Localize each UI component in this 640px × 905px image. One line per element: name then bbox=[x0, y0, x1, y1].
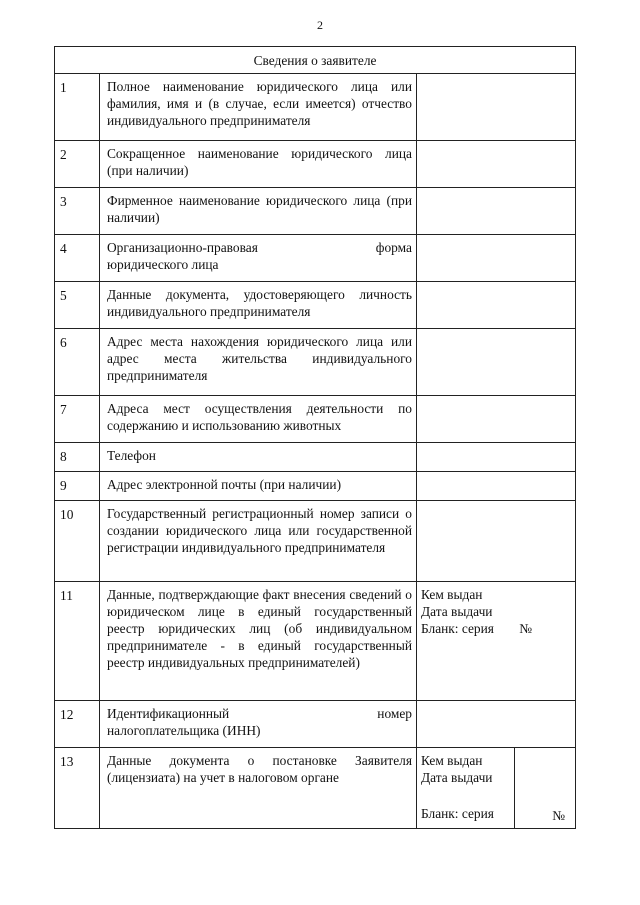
table-row bbox=[55, 235, 576, 282]
row-label-part: форма bbox=[375, 240, 412, 255]
row-label bbox=[100, 235, 417, 282]
value-cell[interactable] bbox=[417, 501, 576, 582]
row-label bbox=[100, 701, 417, 748]
value-cell[interactable] bbox=[417, 141, 576, 188]
row-number: 3 bbox=[55, 188, 100, 235]
table-row bbox=[55, 582, 576, 701]
table-header-row bbox=[55, 47, 576, 74]
row-label-part: налогоплательщика (ИНН) bbox=[107, 723, 261, 738]
table-row bbox=[55, 188, 576, 235]
value-cell[interactable] bbox=[417, 443, 576, 472]
blank-series-label: Бланк: серия bbox=[421, 806, 494, 821]
table-header: Сведения о заявителе bbox=[55, 47, 576, 74]
row-label-part: Организационно-правовая bbox=[107, 240, 258, 255]
row-label: Данные документа о постановке Заявителя (лицензиата) на учет в налоговом органе bbox=[100, 748, 417, 829]
row-number: 6 bbox=[55, 329, 100, 396]
table-row bbox=[55, 329, 576, 396]
value-cell[interactable] bbox=[417, 188, 576, 235]
row-number: 5 bbox=[55, 282, 100, 329]
number-sign-label: № bbox=[519, 621, 533, 636]
value-cell[interactable] bbox=[417, 235, 576, 282]
row-label-part: юридического лица bbox=[107, 257, 219, 272]
row-label: Адреса мест осуществления деятельности по содержанию и использованию животных bbox=[100, 396, 417, 443]
row-number: 9 bbox=[55, 472, 100, 501]
issue-date-label: Дата выдачи bbox=[421, 604, 493, 619]
issue-date-label: Дата выдачи bbox=[421, 770, 493, 785]
table-row bbox=[55, 443, 576, 472]
row-number: 10 bbox=[55, 501, 100, 582]
row-label-part: номер bbox=[377, 706, 412, 721]
value-cell[interactable] bbox=[417, 701, 576, 748]
number-cell[interactable] bbox=[515, 748, 576, 829]
table-row bbox=[55, 141, 576, 188]
value-cell[interactable] bbox=[417, 74, 576, 141]
value-cell[interactable] bbox=[417, 282, 576, 329]
value-cell[interactable] bbox=[417, 472, 576, 501]
value-cell[interactable] bbox=[417, 329, 576, 396]
table-row bbox=[55, 396, 576, 443]
row-label: Полное наименование юридического лица или фамилия, имя и (в случае, если имеется) отчество индивидуального предпринимателя bbox=[100, 74, 417, 141]
tax-document-fields[interactable] bbox=[417, 748, 515, 829]
row-number: 11 bbox=[55, 582, 100, 701]
table-row bbox=[55, 472, 576, 501]
blank-series-label: Бланк: серия bbox=[421, 621, 494, 636]
page-number: 2 bbox=[317, 18, 323, 32]
table-row bbox=[55, 748, 576, 829]
row-number: 4 bbox=[55, 235, 100, 282]
table-row bbox=[55, 74, 576, 141]
issued-by-label: Кем выдан bbox=[421, 587, 483, 602]
table-row bbox=[55, 501, 576, 582]
value-cell[interactable] bbox=[417, 396, 576, 443]
registry-document-fields[interactable] bbox=[417, 582, 576, 701]
row-label-part: Идентификационный bbox=[107, 706, 230, 721]
row-number: 8 bbox=[55, 443, 100, 472]
table-row bbox=[55, 282, 576, 329]
table-row bbox=[55, 701, 576, 748]
row-label: Данные документа, удостоверяющего личность индивидуального предпринимателя bbox=[100, 282, 417, 329]
row-number: 1 bbox=[55, 74, 100, 141]
row-number: 2 bbox=[55, 141, 100, 188]
row-label: Сокращенное наименование юридического лица (при наличии) bbox=[100, 141, 417, 188]
row-label: Телефон bbox=[100, 443, 417, 472]
row-label: Данные, подтверждающие факт внесения сведений о юридическом лице в единый государственный реестр юридических лиц (об индивидуальном предпринимателе - в единый государственный реестр индивидуальных предпринимателей) bbox=[100, 582, 417, 701]
applicant-info-table bbox=[54, 46, 576, 829]
row-label: Адрес места нахождения юридического лица или адрес места жительства индивидуального предпринимателя bbox=[100, 329, 417, 396]
row-label: Адрес электронной почты (при наличии) bbox=[100, 472, 417, 501]
issued-by-label: Кем выдан bbox=[421, 753, 483, 768]
row-label: Фирменное наименование юридического лица (при наличии) bbox=[100, 188, 417, 235]
row-label: Государственный регистрационный номер записи о создании юридического лица или государственной регистрации индивидуального предпринимателя bbox=[100, 501, 417, 582]
row-number: 13 bbox=[55, 748, 100, 829]
number-sign-label: № bbox=[552, 808, 566, 823]
row-number: 7 bbox=[55, 396, 100, 443]
row-number: 12 bbox=[55, 701, 100, 748]
